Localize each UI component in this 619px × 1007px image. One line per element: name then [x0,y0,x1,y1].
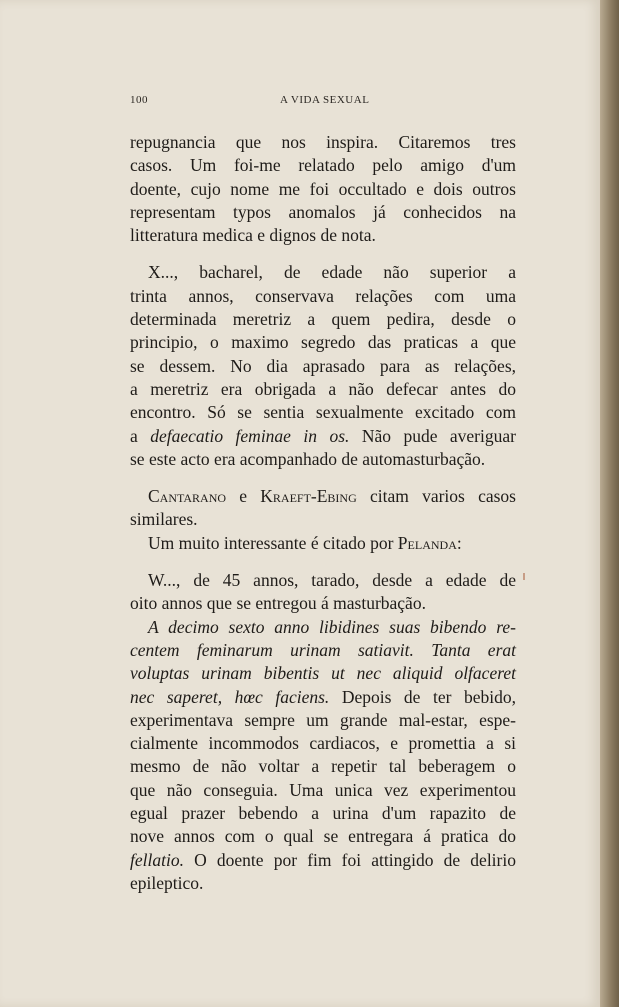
latin-text: fellatio. [130,849,184,870]
latin-phrase: defaecatio feminae in os. [150,425,350,446]
text-line: oito annos que se entregou á masturbação. [130,593,426,614]
text-line: casos. Um foi-me relatado pelo amigo d'um [130,155,516,176]
text-fragment: Depois de ter bebido, [329,686,516,707]
text-line: doente, cujo nome me foi occultado e dois outros [130,178,516,199]
text-line: se dessem. No dia aprasado para as relações, [130,355,516,376]
latin-text: A decimo sexto anno libidines suas bibendo re- [148,616,516,637]
paragraph-gap [130,555,516,569]
author-name: Cantarano [148,486,227,507]
text-fragment: : [456,532,462,553]
text-line: repugnancia que nos inspira. Citaremos tres [130,132,516,152]
running-title: A VIDA SEXUAL [280,94,370,106]
latin-text: voluptas urinam bibentis ut nec aliquid olfaceret [130,663,516,684]
text-line: similares. [130,509,198,530]
text-line: se este acto era acompanhado de automasturbação. [130,448,486,469]
text-line: egual prazer bebendo a urina d'um rapazito de [130,803,516,824]
text-line: cialmente incommodos cardiacos, e promettia a si [130,733,516,754]
text-fragment: e [226,486,261,507]
latin-line [130,662,516,685]
book-spine-edge [600,0,619,1007]
text-line: a meretriz era obrigada a não defecar antes do [130,378,516,399]
author-name: Kraeft-Ebing [260,486,357,507]
latin-line [130,616,516,639]
text-fragment: a [130,425,151,446]
body-text [130,131,516,895]
text-line: X..., bacharel, de edade não superior a [148,262,516,283]
text-line: litteratura medica e dignos de nota. [130,225,376,246]
text-line: principio, o maximo segredo das praticas a que [130,332,516,353]
latin-line [130,639,516,662]
text-line-mixed [130,425,516,448]
paragraph-gap [130,247,516,261]
text-line: W..., de 45 annos, tarado, desde a edade de [148,570,516,591]
author-name: Pelanda [397,532,457,553]
text-line-mixed [130,532,516,555]
text-fragment: Não pude averiguar [349,425,516,446]
ink-mark [523,573,525,580]
latin-text: nec saperet, hœc faciens. [130,686,330,707]
text-fragment: citam varios casos [356,486,516,507]
text-line: determinada meretriz a quem pedira, desde o [130,309,516,330]
text-line: representam typos anomalos já conhecidos na [130,201,516,222]
text-line-mixed [130,686,516,709]
text-line: experimentava sempre um grande mal-estar, espe- [130,709,516,730]
text-line: encontro. Só se sentia sexualmente excitado com [130,402,516,423]
page-header [130,94,516,110]
text-line: trinta annos, conservava relações com uma [130,285,516,306]
text-line: epileptico. [130,872,204,893]
text-line: mesmo de não voltar a repetir tal beberagem o [130,756,516,777]
text-line: nove annos com o qual se entregara á pratica do [130,826,516,847]
latin-text: centem feminarum urinam satiavit. Tanta erat [130,639,516,660]
text-line-mixed [130,849,516,872]
page-number: 100 [130,94,148,106]
paragraph-gap [130,471,516,485]
text-line: que não conseguia. Uma unica vez experimentou [130,779,516,800]
text-line-mixed [130,485,516,508]
text-fragment: Um muito interessante é citado por [148,532,398,553]
text-fragment: O doente por fim foi attingido de delirio [183,849,516,870]
